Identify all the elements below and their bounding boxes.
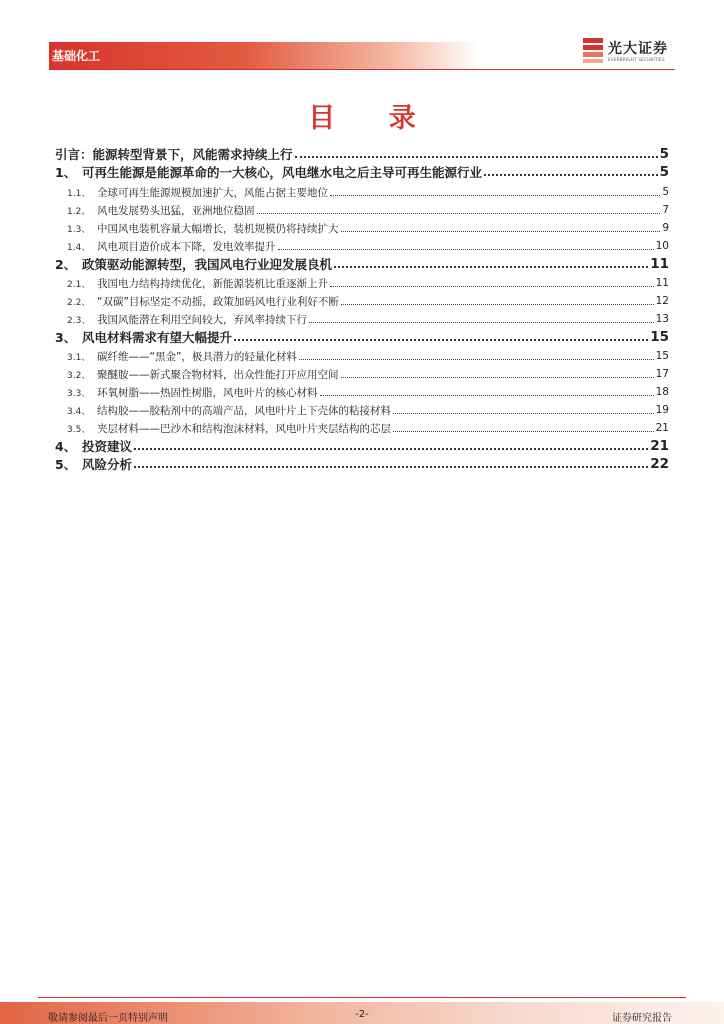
brand-logo-icon	[582, 36, 604, 64]
toc-entry-title	[55, 185, 328, 200]
brand-name: 光大证券	[608, 41, 668, 57]
toc-leader-dots	[393, 410, 654, 414]
toc-entry-title	[55, 403, 391, 418]
toc-leader-dots	[341, 301, 654, 305]
toc-entry-page: 13	[655, 313, 669, 325]
toc-entry[interactable]	[55, 256, 669, 272]
toc-entry-title	[55, 437, 132, 455]
toc-entry-title	[55, 367, 339, 382]
toc-entry-text: “双碳”目标坚定不动摇，政策加码风电行业利好不断	[97, 295, 339, 308]
toc-entry[interactable]	[55, 311, 669, 327]
toc-entry-text: 我国电力结构持续优化，新能源装机比重逐渐上升	[97, 277, 328, 290]
toc-title: 目 录	[308, 103, 438, 134]
toc-entry-text: 夹层材料——巴沙木和结构泡沫材料，风电叶片夹层结构的芯层	[97, 422, 391, 435]
toc-entry-title	[55, 163, 482, 181]
toc-entry-title	[55, 255, 332, 273]
toc-entry-title	[55, 312, 307, 327]
toc-entry[interactable]	[55, 275, 669, 291]
toc-leader-dots	[320, 392, 654, 396]
toc-leader-dots	[309, 319, 654, 323]
toc-entry-text: 中国风电装机容量大幅增长，装机规模仍将持续扩大	[97, 222, 339, 235]
toc-entry-number: 2.3、	[67, 315, 91, 326]
toc-entry-page: 15	[655, 350, 669, 362]
toc-entry-page: 5	[659, 164, 669, 180]
toc-entry[interactable]	[55, 164, 669, 180]
section-label: 基础化工	[52, 49, 101, 63]
toc-entry-number: 2.1、	[67, 279, 91, 290]
toc-entry[interactable]	[55, 348, 669, 364]
header-divider	[49, 69, 675, 70]
toc-entry-number: 3.2、	[67, 370, 91, 381]
toc-entry-text: 全球可再生能源规模加速扩大，风能占据主要地位	[97, 186, 328, 199]
toc-entry[interactable]	[55, 238, 669, 254]
toc-entry-number: 1.2、	[67, 206, 91, 217]
toc-entry-number: 3.4、	[67, 406, 91, 417]
toc-entry-number: 4、	[55, 439, 77, 454]
brand-logo	[582, 36, 682, 66]
header-bar	[49, 42, 479, 69]
toc-leader-dots	[295, 152, 658, 158]
toc-leader-dots	[257, 210, 661, 214]
toc-entry-text: 引言：能源转型背景下，风能需求持续上行	[55, 147, 293, 162]
toc-entry[interactable]	[55, 220, 669, 236]
toc-entry-text: 投资建议	[82, 439, 133, 454]
toc-entry-number: 1、	[55, 165, 77, 180]
page-number: -2-	[355, 1009, 369, 1020]
toc-entry-text: 环氧树脂——热固性树脂，风电叶片的核心材料	[97, 386, 318, 399]
toc-entry[interactable]	[55, 402, 669, 418]
toc-leader-dots	[234, 335, 648, 341]
toc-entry-page: 7	[662, 204, 669, 216]
toc-entry-text: 可再生能源是能源革命的一大核心，风电继水电之后主导可再生能源行业	[82, 165, 483, 180]
toc-leader-dots	[278, 246, 654, 250]
toc-entry-page: 17	[655, 368, 669, 380]
footer-doc-type: 证券研究报告	[612, 1013, 672, 1024]
toc-leader-dots	[334, 262, 648, 268]
toc-entry-page: 11	[650, 256, 669, 272]
toc-entry-number: 3、	[55, 330, 77, 345]
toc-entry-title	[55, 203, 255, 218]
toc-entry[interactable]	[55, 293, 669, 309]
toc-entry-title	[55, 239, 276, 254]
toc-entry-text: 风电发展势头迅猛，亚洲地位稳固	[97, 204, 255, 217]
footer-divider	[38, 997, 686, 998]
toc-entry-page: 21	[655, 422, 669, 434]
toc-entry[interactable]	[55, 366, 669, 382]
footer-disclaimer: 敬请参阅最后一页特别声明	[48, 1013, 168, 1024]
toc-entry-text: 聚醚胺——新式聚合物材料，出众性能打开应用空间	[97, 368, 339, 381]
toc-entry[interactable]	[55, 420, 669, 436]
toc-entry[interactable]	[55, 456, 669, 472]
toc-entry-page: 10	[655, 240, 669, 252]
toc-leader-dots	[134, 462, 648, 468]
toc-entry-page: 12	[655, 295, 669, 307]
toc-entry-number: 2.2、	[67, 297, 91, 308]
toc-entry-page: 21	[650, 438, 669, 454]
toc-entry-text: 风险分析	[82, 457, 133, 472]
toc-entry-text: 碳纤维——“黑金”，极具潜力的轻量化材料	[97, 350, 297, 363]
toc-entry[interactable]	[55, 202, 669, 218]
toc-entry-title	[55, 349, 297, 364]
toc-entry-title	[55, 221, 339, 236]
toc-entry[interactable]	[55, 384, 669, 400]
toc-entry-text: 风电材料需求有望大幅提升	[82, 330, 233, 345]
toc-entry-title	[55, 328, 232, 346]
toc-entry-title	[55, 145, 293, 163]
toc-entry-number: 3.3、	[67, 388, 91, 399]
toc-leader-dots	[393, 428, 654, 432]
toc-leader-dots	[341, 374, 654, 378]
toc-entry-title	[55, 276, 328, 291]
toc-entry-number: 2、	[55, 257, 77, 272]
toc-entry-page: 9	[662, 222, 669, 234]
toc-entry-text: 我国风能潜在利用空间较大，弃风率持续下行	[97, 313, 307, 326]
toc-entry-number: 1.4、	[67, 242, 91, 253]
toc-entry-page: 15	[650, 329, 669, 345]
toc-entry-title	[55, 455, 132, 473]
toc-leader-dots	[330, 192, 660, 196]
toc-entry-title	[55, 385, 318, 400]
toc-entry-number: 5、	[55, 457, 77, 472]
toc-entry-title	[55, 294, 339, 309]
toc-entry-number: 3.5、	[67, 424, 91, 435]
toc-entry-text: 风电项目造价成本下降，发电效率提升	[97, 240, 276, 253]
toc-entry-page: 5	[662, 186, 669, 198]
toc-entry-number: 1.3、	[67, 224, 91, 235]
toc-entry-text: 政策驱动能源转型，我国风电行业迎发展良机	[82, 257, 333, 272]
toc-entry-page: 18	[655, 386, 669, 398]
toc-entry-page: 5	[659, 146, 669, 162]
toc-leader-dots	[134, 444, 648, 450]
toc-leader-dots	[299, 356, 654, 360]
toc-entry-number: 1.1、	[67, 188, 91, 199]
toc-leader-dots	[330, 283, 654, 287]
toc-leader-dots	[341, 228, 661, 232]
toc-entry[interactable]	[55, 146, 669, 162]
toc-entry-page: 19	[655, 404, 669, 416]
toc-entry[interactable]	[55, 438, 669, 454]
toc-entry-title	[55, 421, 391, 436]
toc-entry-page: 11	[655, 277, 669, 289]
toc-entry[interactable]	[55, 329, 669, 345]
brand-name-en: EVERBRIGHT SECURITIES	[608, 57, 665, 62]
toc-entry[interactable]	[55, 184, 669, 200]
toc-leader-dots	[484, 170, 658, 176]
toc-entry-number: 3.1、	[67, 352, 91, 363]
toc-entry-page: 22	[650, 456, 669, 472]
toc-entry-text: 结构胶——胶粘剂中的高端产品，风电叶片上下壳体的粘接材料	[97, 404, 391, 417]
